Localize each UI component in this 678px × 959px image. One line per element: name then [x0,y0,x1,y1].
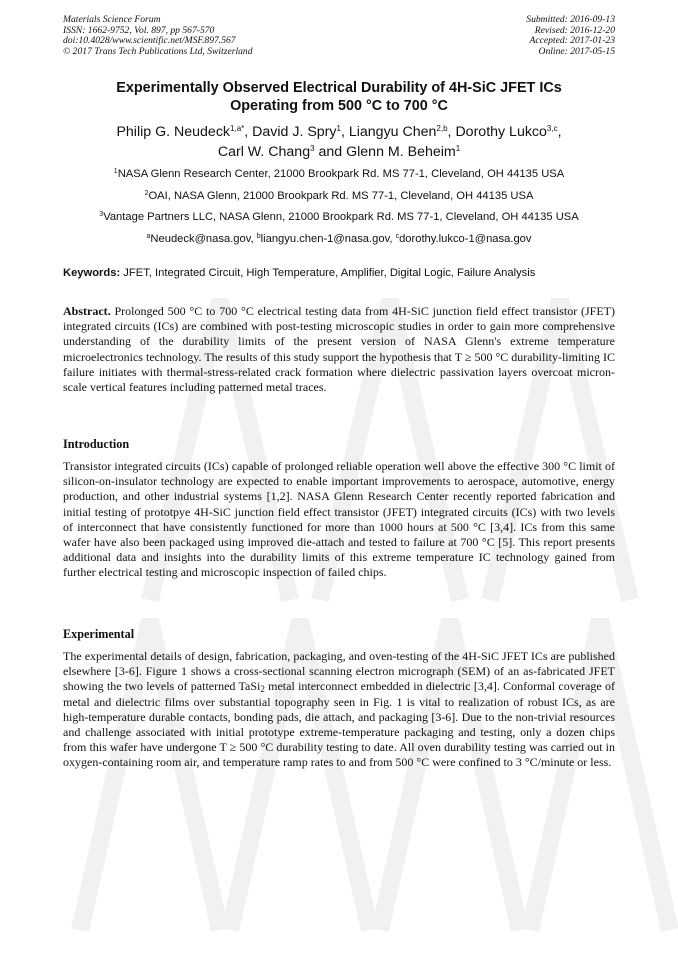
author-affiliation-mark: 2,b [436,124,448,133]
abstract-label: Abstract. [63,304,111,318]
experimental-paragraph [63,649,615,771]
author-name: Dorothy Lukco [455,124,547,140]
affiliation-mark: 3 [99,211,104,218]
introduction-heading: Introduction [63,437,130,451]
title-line-1: Experimentally Observed Electrical Durability of 4H-SiC JFET ICs [116,80,562,96]
accepted-date: Accepted: 2017-01-23 [529,35,615,47]
email-text: Neudeck@nasa.gov, [150,233,257,245]
paper-title [40,79,638,115]
author-separator: , [557,124,562,140]
author-name: Philip G. Neudeck [116,124,231,140]
affiliation-3 [30,211,648,223]
author-name: David J. Spry [252,124,337,140]
author-separator: , [340,124,349,140]
email-text: liangyu.chen-1@nasa.gov, [260,233,396,245]
email-text: dorothy.lukco-1@nasa.gov [399,233,532,245]
email-mark: a [146,233,151,240]
experimental-subscript: 2 [260,684,265,695]
keywords-label: Keywords: [63,267,121,279]
affiliation-mark: 2 [144,190,149,197]
author-name: Glenn M. Beheim [346,144,456,160]
introduction-paragraph: Transistor integrated circuits (ICs) capable of prolonged reliable operation well above the effective 300 °C limit of silicon-on-insulator technology are expected to enable important improvements to aerospace, automotive, energy production, and other industrial systems [1,2]. NASA Glenn Research Center recently reported fabrication and initial testing of prototpye 4H-SiC junction field effect transistor (JFET) integrated circuits (ICs) with two levels of interconnect that have consistently functioned for more than 1000 hours at 500 °C [3,4]. ICs from this same wafer have also been packaged using improved die-attach and tested to failure at 700 °C [5]. This report presents additional data and insights into the durability limits of this extreme temperature IC technology gained from further electrical testing and microscopic inspection of failed chips. [63,459,615,580]
journal-info [63,15,253,57]
experimental-heading: Experimental [63,627,135,641]
revised-date: Revised: 2016-12-20 [534,24,615,36]
online-date: Online: 2017-05-15 [538,45,615,57]
experimental-text-part-2: metal interconnect embedded in dielectric [3,4]. Conformal coverage of metal and dielectric films over substantial topography seen in Fig. 1 is vital to realization of robust ICs, as are high-temperature durable contacts, bonding pads, die attach, and packaging [3-6]. Due to the non-trivial resources and challenge associated with initial prototype extreme-temperature packaging and testing, only a dozen chips from this wafer have undergone T ≥ 500 °C durability testing to date. All oven durability testing was carried out in oxygen-containing room air, and temperature ramp rates to and from 500 °C were confined to 3 °C/minute or less. [63,679,615,770]
affiliation-1 [30,168,648,180]
publication-dates [526,15,615,57]
author-separator: , [447,124,456,140]
author-name: Liangyu Chen [348,124,437,140]
keywords-line [63,267,615,279]
affiliation-2 [30,190,648,202]
author-list [40,122,638,162]
email-mark: c [395,233,400,240]
author-affiliation-mark: 1 [455,144,461,153]
author-affiliation-mark: 1 [336,124,341,133]
copyright-line: © 2017 Trans Tech Publications Ltd, Switzerland [63,45,253,57]
title-line-2: Operating from 500 °C to 700 °C [230,98,448,114]
affiliation-mark: 1 [113,168,118,175]
affiliation-text: OAI, NASA Glenn, 21000 Brookpark Rd. MS 77-1, Cleveland, OH 44135 USA [148,190,534,202]
submitted-date: Submitted: 2016-09-13 [526,14,615,25]
author-separator: and [314,144,347,160]
author-emails [30,233,648,245]
journal-name: Materials Science Forum [63,14,161,25]
author-affiliation-mark: 3,c [546,124,558,133]
issn-line: ISSN: 1662-9752, Vol. 897, pp 567-570 [63,24,215,36]
email-mark: b [256,233,261,240]
abstract-text: Prolonged 500 °C to 700 °C electrical testing data from 4H-SiC junction field effect transistor (JFET) integrated circuits (ICs) are combined with post-testing microscopic studies in order to gain more comprehensive understanding of the durability limits of the present version of NASA Glenn's extreme temperature microelectronics technology. The results of this study support the hypothesis that T ≥ 500 °C durability-limiting IC failure initiates with thermal-stress-related crack formation where dielectric passivation layers overcoat micron-scale vertical features including patterned metal traces. [63,304,615,395]
abstract-paragraph [63,304,615,395]
affiliation-text: Vantage Partners LLC, NASA Glenn, 21000 Brookpark Rd. MS 77-1, Cleveland, OH 44135 USA [103,211,579,223]
keywords-text: JFET, Integrated Circuit, High Temperature, Amplifier, Digital Logic, Failure Analysis [120,267,536,279]
doi-line: doi:10.4028/www.scientific.net/MSF.897.567 [63,35,236,47]
author-separator: , [244,124,253,140]
author-name: Carl W. Chang [217,144,311,160]
experimental-text-part-1: The experimental details of design, fabrication, packaging, and oven-testing of the 4H-SiC JFET ICs are published elsewhere [3-6]. Figure 1 shows a cross-sectional scanning electron micrograph (SEM) of an as-fabricated JFET showing the two levels of patterned TaSi [63,649,615,694]
affiliation-text: NASA Glenn Research Center, 21000 Brookpark Rd. MS 77-1, Cleveland, OH 44135 USA [117,168,565,180]
author-affiliation-mark: 3 [310,144,315,153]
author-affiliation-mark: 1,a* [230,124,245,133]
